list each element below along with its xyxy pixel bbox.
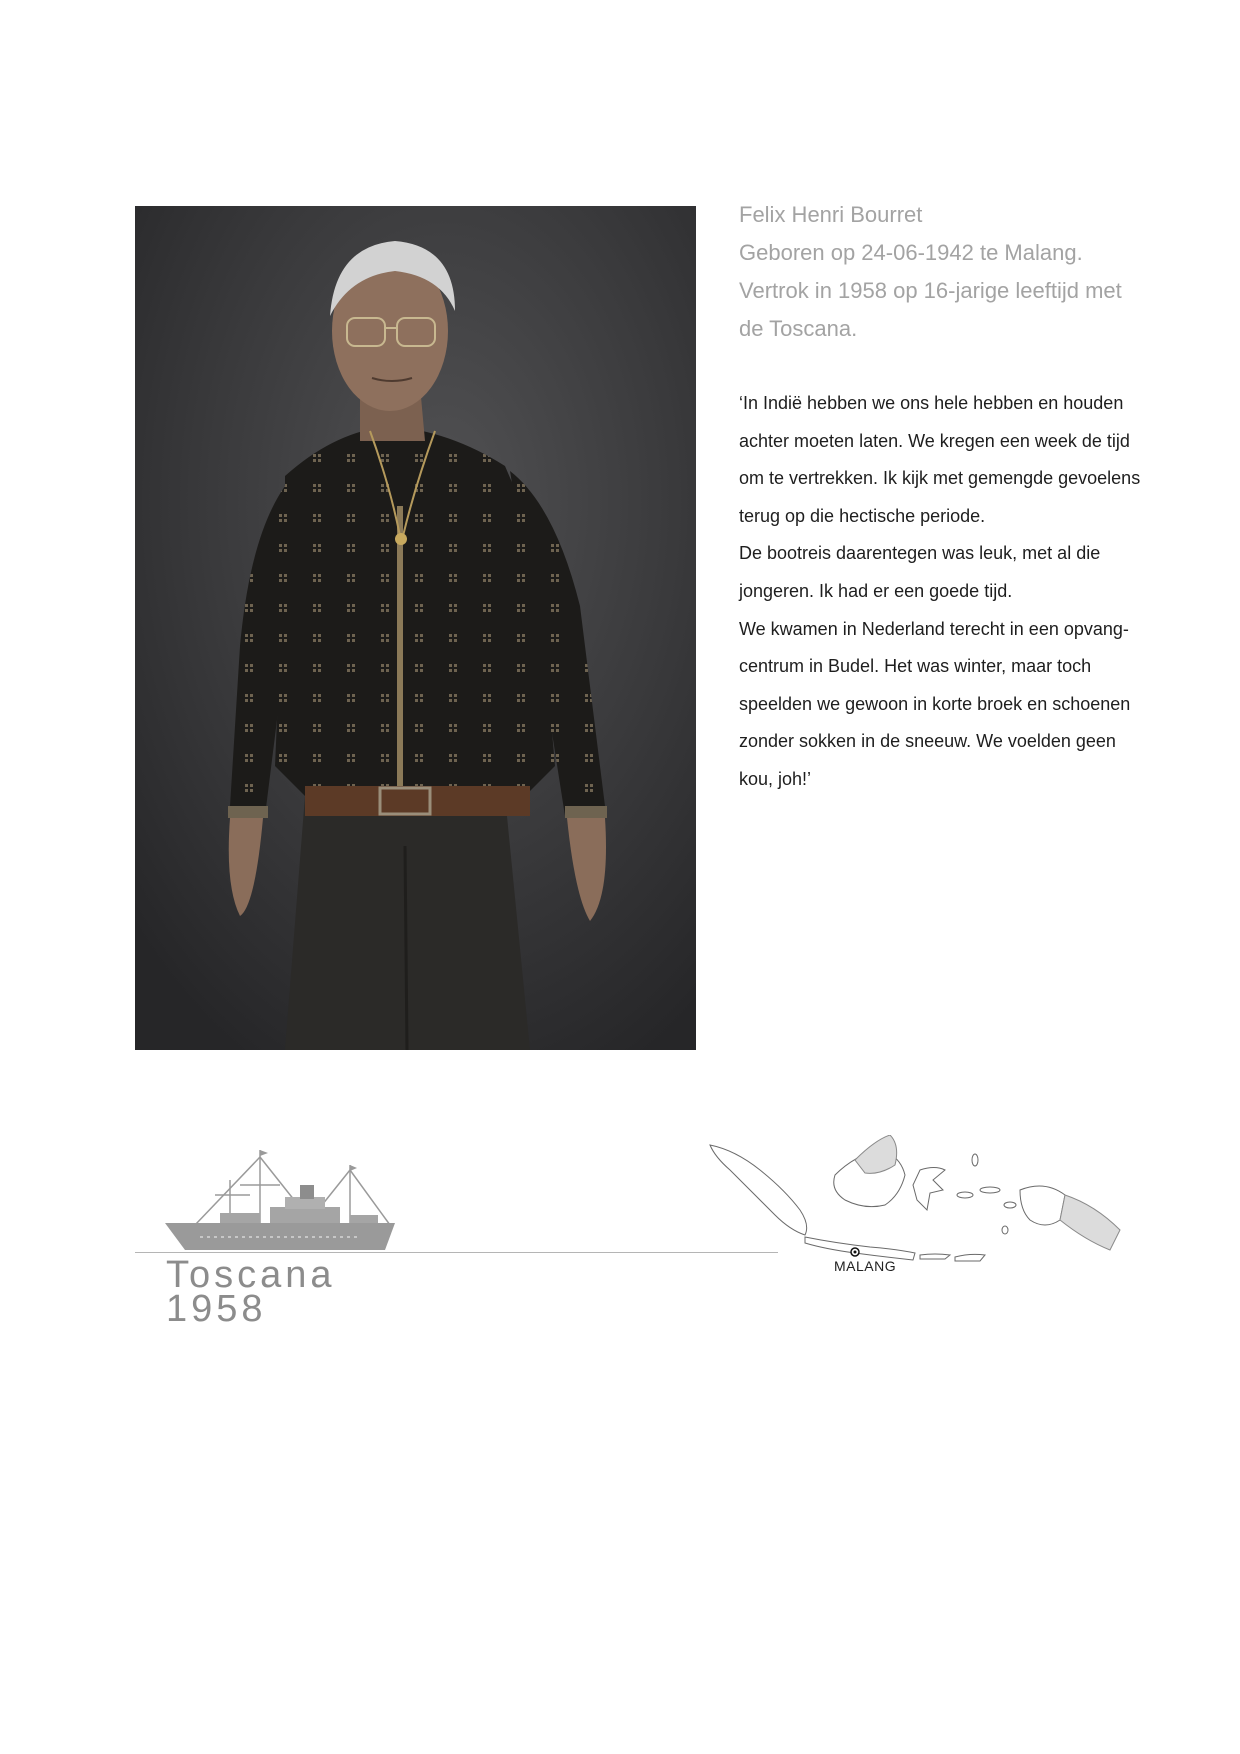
profile-intro bbox=[739, 196, 1179, 348]
ship-illustration bbox=[160, 1145, 400, 1253]
horizontal-divider bbox=[135, 1252, 778, 1253]
quote-line: achter moeten laten. We kregen een week de tijd bbox=[739, 430, 1130, 451]
portrait-photo bbox=[135, 206, 696, 1050]
portrait-figure bbox=[135, 206, 696, 1050]
indonesia-map bbox=[705, 1135, 1125, 1280]
quote-text bbox=[739, 385, 1179, 799]
profile-departure-line-1: Vertrok in 1958 op 16-jarige leeftijd met bbox=[739, 278, 1122, 303]
ship-name: Toscana bbox=[166, 1254, 336, 1296]
quote-line: jongeren. Ik had er een goede tijd. bbox=[739, 580, 1013, 601]
profile-departure-line-2: de Toscana. bbox=[739, 316, 858, 341]
quote-line: De bootreis daarentegen was leuk, met al die bbox=[739, 543, 1101, 564]
quote-line: terug op die hectische periode. bbox=[739, 505, 986, 526]
quote-line: om te vertrekken. Ik kijk met gemengde gevoelens bbox=[739, 468, 1141, 489]
ship-year: 1958 bbox=[166, 1288, 267, 1330]
quote-line: kou, joh!’ bbox=[739, 768, 812, 789]
quote-line: speelden we gewoon in korte broek en schoenen bbox=[739, 693, 1131, 714]
quote-line: centrum in Budel. Het was winter, maar toch bbox=[739, 656, 1092, 677]
profile-birth: Geboren op 24-06-1942 te Malang. bbox=[739, 240, 1083, 265]
ship-caption bbox=[166, 1254, 336, 1330]
map-location-label: MALANG bbox=[834, 1258, 897, 1274]
quote-line: zonder sokken in de sneeuw. We voelden geen bbox=[739, 731, 1116, 752]
quote-line: ‘In Indië hebben we ons hele hebben en houden bbox=[739, 393, 1124, 413]
profile-name: Felix Henri Bourret bbox=[739, 202, 923, 227]
quote-line: We kwamen in Nederland terecht in een opvang- bbox=[739, 618, 1129, 639]
